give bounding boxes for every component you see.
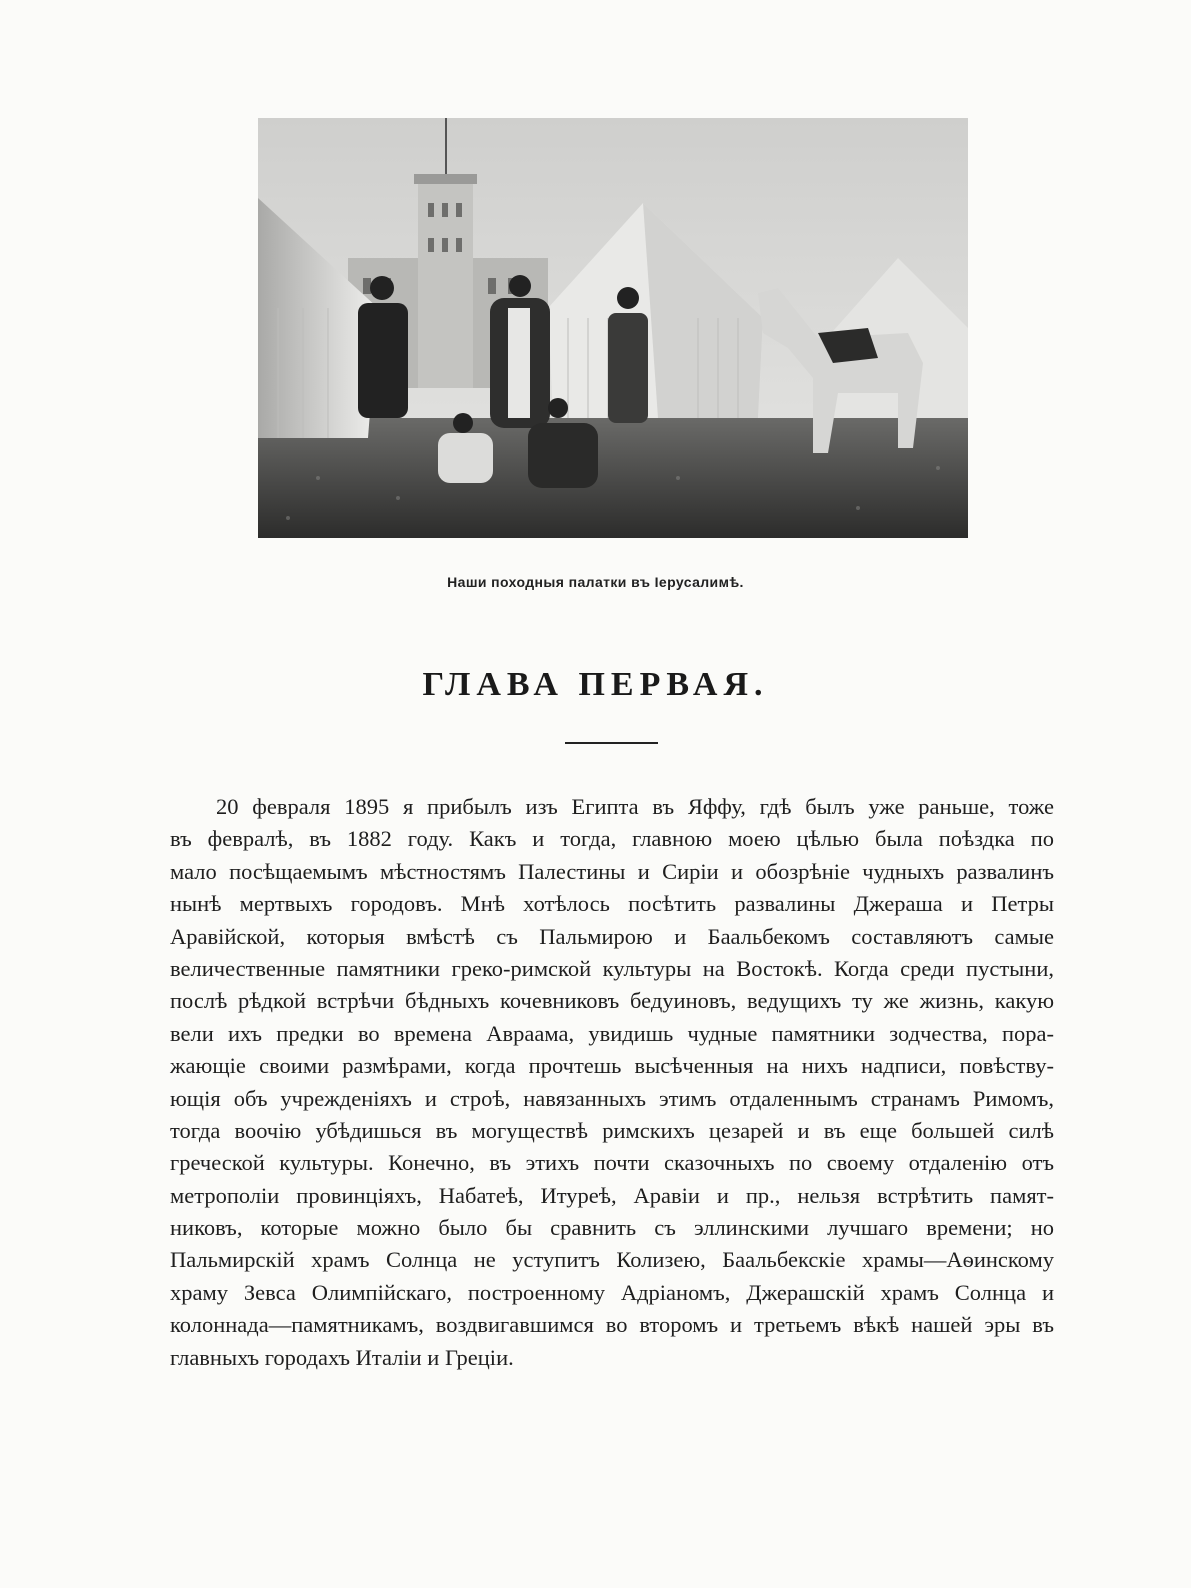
chapter-paragraph [170, 791, 1054, 1374]
paragraph-line: Пальмирскій храмъ Солнца не уступитъ Колизею, Баальбекскіе храмы—Аѳинскому [170, 1247, 1054, 1273]
paragraph-line: никовъ, которые можно было бы сравнить съ эллинскими лучшаго времени; но [170, 1215, 1054, 1241]
paragraph-line: въ февралѣ, въ 1882 году. Какъ и тогда, главною моею цѣлью была поѣздка по [170, 826, 1054, 852]
paragraph-line: жающіе своими размѣрами, когда прочтешь высѣченныя на нихъ надписи, повѣству- [170, 1053, 1054, 1079]
paragraph-line: ющія объ учрежденіяхъ и строѣ, навязанныхъ этимъ отдаленнымъ странамъ Римомъ, [170, 1085, 1054, 1111]
chapter-title: ГЛАВА ПЕРВАЯ. [422, 666, 769, 703]
photo-caption: Наши походныя палатки въ Іерусалимѣ. [447, 574, 744, 590]
photograph-camp-tents [258, 118, 968, 538]
paragraph-line: мало посѣщаемымъ мѣстностямъ Палестины и Сиріи и обозрѣніе чудныхъ развалинъ [170, 858, 1054, 884]
title-divider [565, 742, 658, 744]
paragraph-line: греческой культуры. Конечно, въ этихъ почти сказочныхъ по своему отдаленію отъ [170, 1150, 1054, 1176]
paragraph-line: 20 февраля 1895 я прибылъ изъ Египта въ Яффу, гдѣ былъ уже раньше, тоже [216, 794, 1054, 819]
paragraph-line: храму Зевса Олимпійскаго, построенному Адріаномъ, Джерашскій храмъ Солнца и [170, 1279, 1054, 1305]
paragraph-line: вели ихъ предки во времена Авраама, увидишь чудные памятники зодчества, пора- [170, 1020, 1054, 1046]
paragraph-line: послѣ рѣдкой встрѣчи бѣдныхъ кочевниковъ бедуиновъ, ведущихъ ту же жизнь, какую [170, 988, 1054, 1014]
paragraph-line: метрополіи провинціяхъ, Набатеѣ, Итуреѣ, Аравіи и пр., нельзя встрѣтить памят- [170, 1182, 1054, 1208]
paragraph-line: величественные памятники греко-римской культуры на Востокѣ. Когда среди пустыни, [170, 955, 1054, 981]
paragraph-line: колоннада—памятникамъ, воздвигавшимся во второмъ и третьемъ вѣкѣ нашей эры въ [170, 1312, 1054, 1338]
paragraph-line: Аравійской, которыя вмѣстѣ съ Пальмирою и Баальбекомъ составляютъ самые [170, 923, 1054, 949]
photograph-illustration [258, 118, 968, 538]
paragraph-line: нынѣ мертвыхъ городовъ. Мнѣ хотѣлось посѣтить развалины Джераша и Петры [170, 891, 1054, 917]
paragraph-line: тогда воочію убѣдишься въ могуществѣ римскихъ цезарей и въ еще большей силѣ [170, 1117, 1054, 1143]
paragraph-line: главныхъ городахъ Италіи и Греціи. [170, 1344, 514, 1370]
